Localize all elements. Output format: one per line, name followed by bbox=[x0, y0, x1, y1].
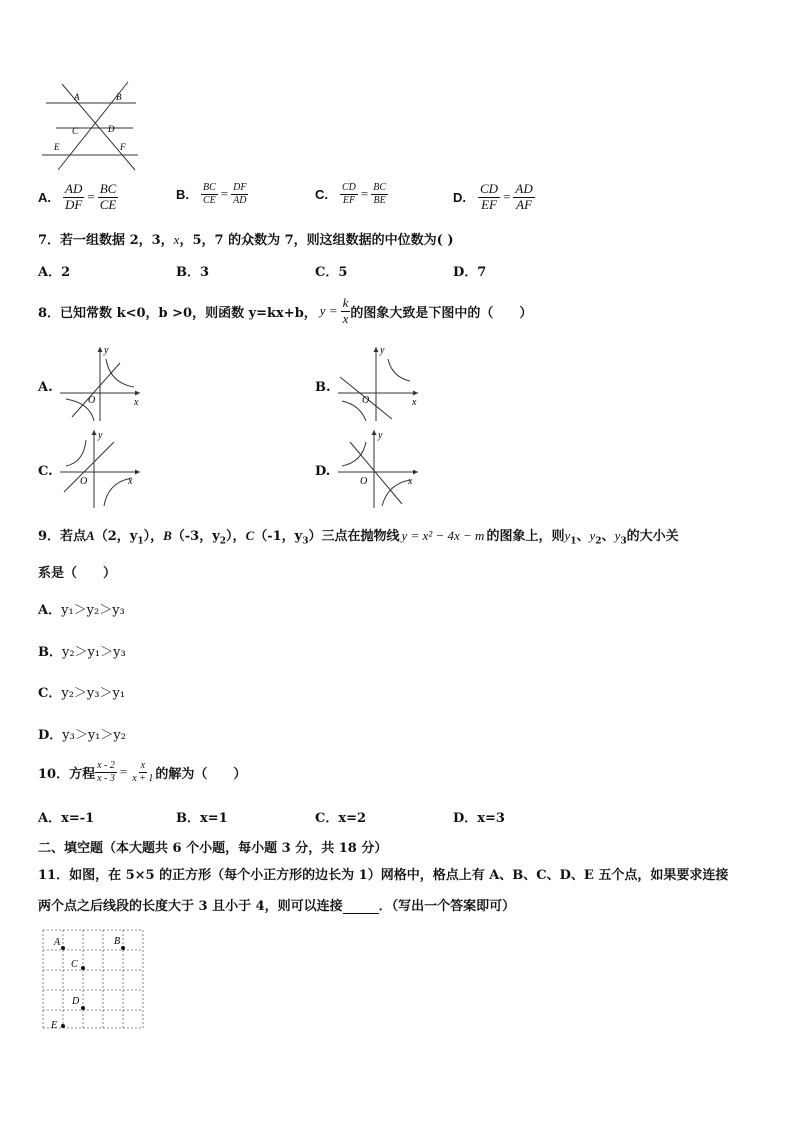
q6-label-f: F bbox=[120, 142, 126, 152]
q10-option-a[interactable]: A．x=-1 bbox=[38, 811, 95, 826]
q8-option-a-label[interactable]: A. bbox=[38, 380, 53, 395]
q8-k-over-x: $\frac{k}{x}$ bbox=[342, 295, 349, 326]
q9-option-c[interactable]: C．y₂＞y₃＞y₁ bbox=[38, 686, 126, 701]
q9-stem-line2: 系是（ ） bbox=[38, 566, 117, 581]
q11-point-d bbox=[81, 1006, 85, 1010]
q6-label-d: D bbox=[108, 124, 115, 134]
svg-text:x: x bbox=[128, 476, 133, 487]
q8-graph-b[interactable] bbox=[336, 345, 420, 423]
q7-option-d[interactable]: D．7 bbox=[453, 265, 487, 280]
q7-option-a[interactable]: A．2 bbox=[38, 265, 71, 280]
q9-option-b[interactable]: B．y₂＞y₁＞y₃ bbox=[38, 645, 126, 660]
q9-option-a[interactable]: A．y₁＞y₂＞y₃ bbox=[38, 603, 125, 618]
svg-text:O: O bbox=[362, 395, 370, 406]
q6-option-b[interactable]: B. $\frac{BC}{CE}$ = $\frac{DF}{AD}$ bbox=[176, 182, 247, 206]
q6-option-a[interactable]: A. $\frac{AD}{DF}$ = $\frac{BC}{CE}$ bbox=[38, 181, 117, 212]
q8-graph-c[interactable] bbox=[58, 428, 142, 510]
q11-point-c bbox=[81, 966, 85, 970]
q8-option-b-label[interactable]: B. bbox=[315, 380, 331, 395]
q6-label-c: C bbox=[72, 126, 79, 136]
q11-point-b bbox=[121, 946, 125, 950]
q8-graph-a[interactable] bbox=[58, 345, 142, 423]
q6-a-left-fraction: $\frac{AD}{DF}$ bbox=[65, 181, 83, 212]
q11-point-e bbox=[61, 1024, 65, 1028]
q10-left-fraction: $\frac{x - 2}{x - 3}$ bbox=[97, 760, 115, 784]
q6-option-c[interactable]: C. $\frac{CD}{EF}$ = $\frac{BC}{BE}$ bbox=[315, 182, 387, 206]
svg-text:y: y bbox=[380, 345, 385, 356]
q10-right-fraction: $\frac{x}{x + 1}$ bbox=[132, 760, 154, 784]
q6-b-right-fraction: $\frac{DF}{AD}$ bbox=[233, 182, 247, 206]
q11-answer-blank[interactable] bbox=[343, 901, 379, 914]
svg-text:x: x bbox=[412, 397, 417, 408]
q8-option-c-label[interactable]: C. bbox=[38, 464, 53, 479]
q10-stem: 10．方程 $\frac{x - 2}{x - 3}$ = $\frac{x}{x + 1}$ 的解为（ ） bbox=[38, 760, 247, 784]
section-2-heading: 二、填空题（本大题共 6 个小题，每小题 3 分，共 18 分） bbox=[38, 841, 388, 856]
q10-option-b[interactable]: B．x=1 bbox=[176, 811, 228, 826]
svg-text:x: x bbox=[408, 476, 413, 487]
q6-label-e: E bbox=[54, 142, 60, 152]
q6-b-left-fraction: $\frac{BC}{CE}$ bbox=[203, 182, 216, 206]
q8-option-d-label[interactable]: D. bbox=[315, 464, 331, 479]
svg-text:y: y bbox=[98, 430, 103, 441]
q6-c-left-fraction: $\frac{CD}{EF}$ bbox=[342, 182, 356, 206]
q6-c-right-fraction: $\frac{BC}{BE}$ bbox=[373, 182, 387, 206]
q7-stem: 7．若一组数据 2，3，x，5，7 的众数为 7，则这组数据的中位数为( ) bbox=[38, 232, 454, 248]
q10-option-c[interactable]: C．x=2 bbox=[315, 811, 367, 826]
svg-text:E: E bbox=[51, 1020, 58, 1031]
q6-figure bbox=[38, 78, 143, 176]
q6-d-left-fraction: $\frac{CD}{EF}$ bbox=[480, 181, 499, 212]
q10-option-d[interactable]: D．x=3 bbox=[453, 811, 505, 826]
svg-text:D: D bbox=[72, 996, 80, 1007]
q11-stem-line2: 两个点之后线段的长度大于 3 且小于 4，则可以连接 ．（写出一个答案即可） bbox=[38, 899, 516, 914]
q7-option-b[interactable]: B．3 bbox=[176, 265, 210, 280]
svg-text:O: O bbox=[88, 395, 96, 406]
q8-graph-d[interactable] bbox=[336, 428, 420, 510]
q9-stem-line1: 9．若点A（2，$y_1$），B（-3，$y_2$），C（-1，$y_3$）三点在抛物线 y = x² − 4x − m 的图象上，则$y_1$、$y_2$、$y_3$的大小关 bbox=[38, 528, 679, 547]
q7-option-c[interactable]: C．5 bbox=[315, 265, 348, 280]
svg-text:B: B bbox=[114, 936, 121, 947]
svg-text:x: x bbox=[134, 397, 139, 408]
q6-d-right-fraction: $\frac{AD}{AF}$ bbox=[515, 181, 533, 212]
q11-grid-figure bbox=[40, 927, 146, 1031]
svg-text:A: A bbox=[54, 937, 61, 948]
svg-text:C: C bbox=[71, 959, 78, 970]
q6-option-d[interactable]: D. $\frac{CD}{EF}$ = $\frac{AD}{AF}$ bbox=[453, 181, 533, 212]
q11-point-a bbox=[61, 946, 65, 950]
svg-text:O: O bbox=[80, 476, 88, 487]
q9-option-d[interactable]: D．y₃＞y₁＞y₂ bbox=[38, 728, 126, 743]
svg-text:O: O bbox=[360, 476, 368, 487]
q6-label-a: A bbox=[74, 92, 80, 102]
q9-parabola: y = x² − 4x − m bbox=[401, 528, 485, 543]
q8-stem: 8．已知常数 k<0，b >0，则函数 y=kx+b， y = $\frac{k}{x}$ 的图象大致是下图中的（ ） bbox=[38, 295, 533, 326]
svg-text:y: y bbox=[378, 430, 383, 441]
svg-text:y: y bbox=[104, 345, 109, 356]
q6-label-b: B bbox=[116, 92, 122, 102]
q6-a-right-fraction: $\frac{BC}{CE}$ bbox=[99, 181, 117, 212]
q11-stem-line1: 11．如图，在 5×5 的正方形（每个小正方形的边长为 1）网格中，格点上有 A、B、C、D、E 五个点，如果要求连接 bbox=[38, 868, 729, 883]
